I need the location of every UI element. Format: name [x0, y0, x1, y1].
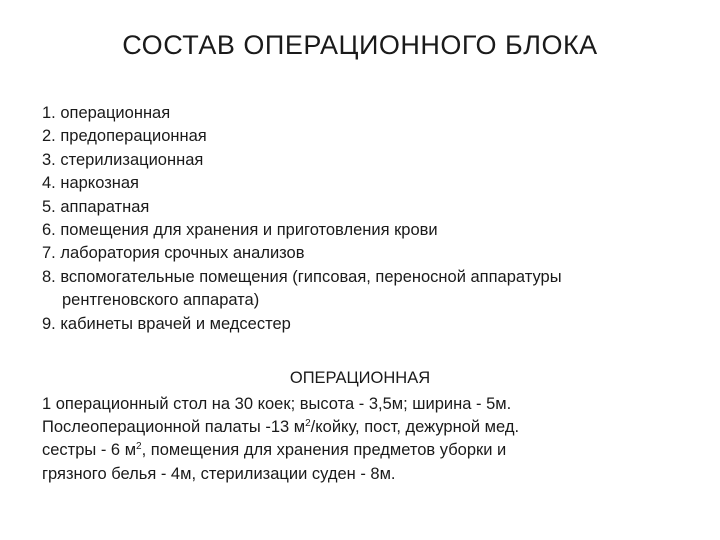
list-item-text: 6. помещения для хранения и приготовления крови [42, 221, 438, 240]
list-item-text: 9. кабинеты врачей и медсестер [42, 314, 291, 333]
list-item [42, 196, 692, 219]
room-list [42, 102, 692, 336]
paragraph-text: сестры - 6 м [42, 441, 137, 460]
paragraph-text: , помещения для хранения предметов уборки и [141, 441, 507, 460]
list-item-text: 2. предоперационная [42, 127, 207, 146]
paragraph-line-3 [42, 439, 682, 462]
list-item [42, 125, 692, 148]
list-item-text: 7. лаборатория срочных анализов [42, 244, 305, 263]
superscript: 2 [305, 418, 311, 430]
paragraph-text: /койку, пост, дежурной мед. [310, 418, 520, 437]
list-item-text: 5. аппаратная [42, 197, 150, 216]
list-item [42, 313, 692, 336]
list-item [42, 102, 692, 125]
list-item [42, 149, 692, 172]
superscript: 2 [136, 441, 142, 453]
list-item [42, 242, 692, 265]
list-item-text: 4. наркозная [42, 174, 139, 193]
list-item-text: 8. вспомогательные помещения (гипсовая, переносной аппаратуры [42, 267, 562, 286]
paragraph-line-2 [42, 416, 682, 439]
paragraph-text: Послеоперационной палаты -13 м [42, 418, 306, 437]
page-title: СОСТАВ ОПЕРАЦИОННОГО БЛОКА [122, 30, 598, 60]
list-item [42, 172, 692, 195]
description-paragraph [42, 393, 682, 486]
list-item [42, 219, 692, 242]
list-item-continuation: рентгеновского аппарата) [62, 291, 260, 310]
list-item-text: 3. стерилизационная [42, 150, 204, 169]
list-item [42, 266, 692, 313]
paragraph-line-4: грязного белья - 4м, стерилизации суден - 8м. [42, 464, 396, 483]
section-heading: ОПЕРАЦИОННАЯ [289, 369, 431, 387]
list-item-text: 1. операционная [42, 104, 171, 122]
paragraph-line-1: 1 операционный стол на 30 коек; высота - 3,5м; ширина - 5м. [42, 395, 512, 413]
